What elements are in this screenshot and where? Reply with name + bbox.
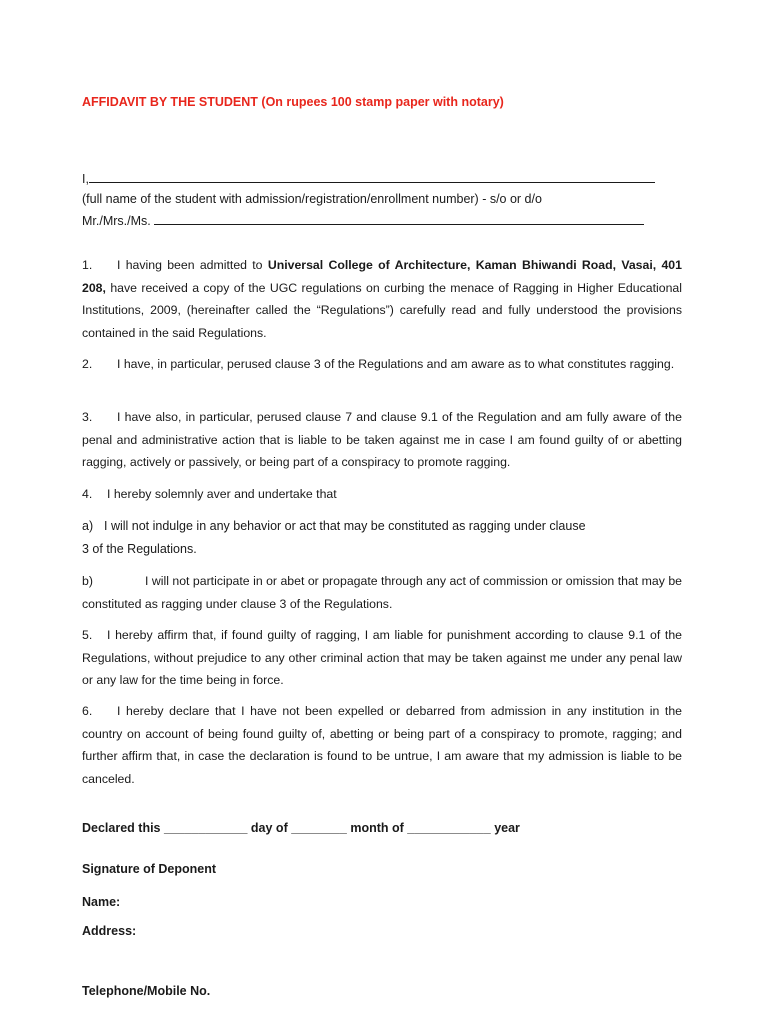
clause-4 [82, 483, 682, 506]
clause-2-number: 2. [82, 357, 93, 371]
year-blank[interactable]: ____________ [407, 821, 491, 835]
day-of-label: day of [250, 821, 288, 835]
college-name: Universal College of Architecture, Kaman Bhiwandi Road, Vasai, 401 208, [82, 258, 682, 295]
clause-1-pre: I having been admitted to [117, 258, 263, 272]
clause-a-line1 [82, 519, 586, 533]
clause-a-text: I will not indulge in any behavior or act that may be constituted as ragging under clause [104, 519, 586, 533]
clause-5-text: I hereby affirm that, if found guilty of ragging, I am liable for punishment according to clause 9.1 of the Regulations, without prejudice to any other criminal action that may be taken against me under any penal law or any law for the time being in force. [82, 628, 682, 687]
clause-b [82, 570, 682, 615]
clause-a-number: a) [82, 519, 94, 533]
student-name-blank[interactable] [89, 170, 655, 183]
clause-4-text: I hereby solemnly aver and undertake that [107, 487, 337, 501]
clause-b-number: b) [82, 574, 93, 588]
signature-label: Signature of Deponent [82, 862, 217, 876]
clause-6-number: 6. [82, 704, 93, 718]
parent-line [82, 212, 644, 228]
month-blank[interactable]: ________ [291, 821, 347, 835]
declaration-line [82, 821, 520, 835]
clause-b-text: I will not participate in or abet or propagate through any act of commission or omission that may be constituted as ragging under clause 3 of the Regulations. [82, 574, 682, 611]
month-of-label: month of [350, 821, 404, 835]
name-line [82, 170, 655, 186]
parent-name-blank[interactable] [154, 212, 644, 225]
clause-1-post: have received a copy of the UGC regulations on curbing the menace of Ragging in Higher Educational Institutions, 2009, (hereinafter called the “Regulations”) carefully read and fully understood the provisions contained in the said Regulations. [82, 280, 682, 340]
fullname-note: (full name of the student with admission/registration/enrollment number) - s/o or d/o [82, 192, 542, 206]
clause-1 [82, 254, 682, 344]
clause-5 [82, 624, 682, 692]
parent-label: Mr./Mrs./Ms. [82, 214, 151, 228]
clause-1-number: 1. [82, 258, 93, 272]
address-label: Address: [82, 924, 137, 938]
clause-3-number: 3. [82, 410, 93, 424]
clause-6 [82, 700, 682, 790]
clause-2-text: I have, in particular, perused clause 3 of the Regulations and am aware as to what constitutes ragging. [117, 357, 675, 371]
year-label: year [494, 821, 520, 835]
clause-3-text: I have also, in particular, perused clause 7 and clause 9.1 of the Regulation and am fully aware of the penal and administrative action that is liable to be taken against me in case I am found guilty of or abetting ragging, actively or passively, or being part of a conspiracy to promote ragging. [82, 410, 682, 469]
document-title: AFFIDAVIT BY THE STUDENT (On rupees 100 stamp paper with notary) [82, 95, 504, 109]
clause-6-text: I hereby declare that I have not been expelled or debarred from admission in any institution in the country on account of being found guilty of, abetting or being part of a conspiracy to promote, ragging; and further affirm that, in case the declaration is found to be untrue, I am aware that my admission is liable to be canceled. [82, 704, 682, 786]
clause-2 [82, 353, 682, 376]
telephone-label: Telephone/Mobile No. [82, 984, 211, 998]
name-label: Name: [82, 895, 121, 909]
day-blank[interactable]: ____________ [164, 821, 248, 835]
i-label: I, [82, 172, 89, 186]
clause-5-number: 5. [82, 628, 93, 642]
clause-4-number: 4. [82, 487, 93, 501]
clause-a-line2: 3 of the Regulations. [82, 542, 197, 556]
declared-this-label: Declared this [82, 821, 161, 835]
clause-3 [82, 406, 682, 474]
